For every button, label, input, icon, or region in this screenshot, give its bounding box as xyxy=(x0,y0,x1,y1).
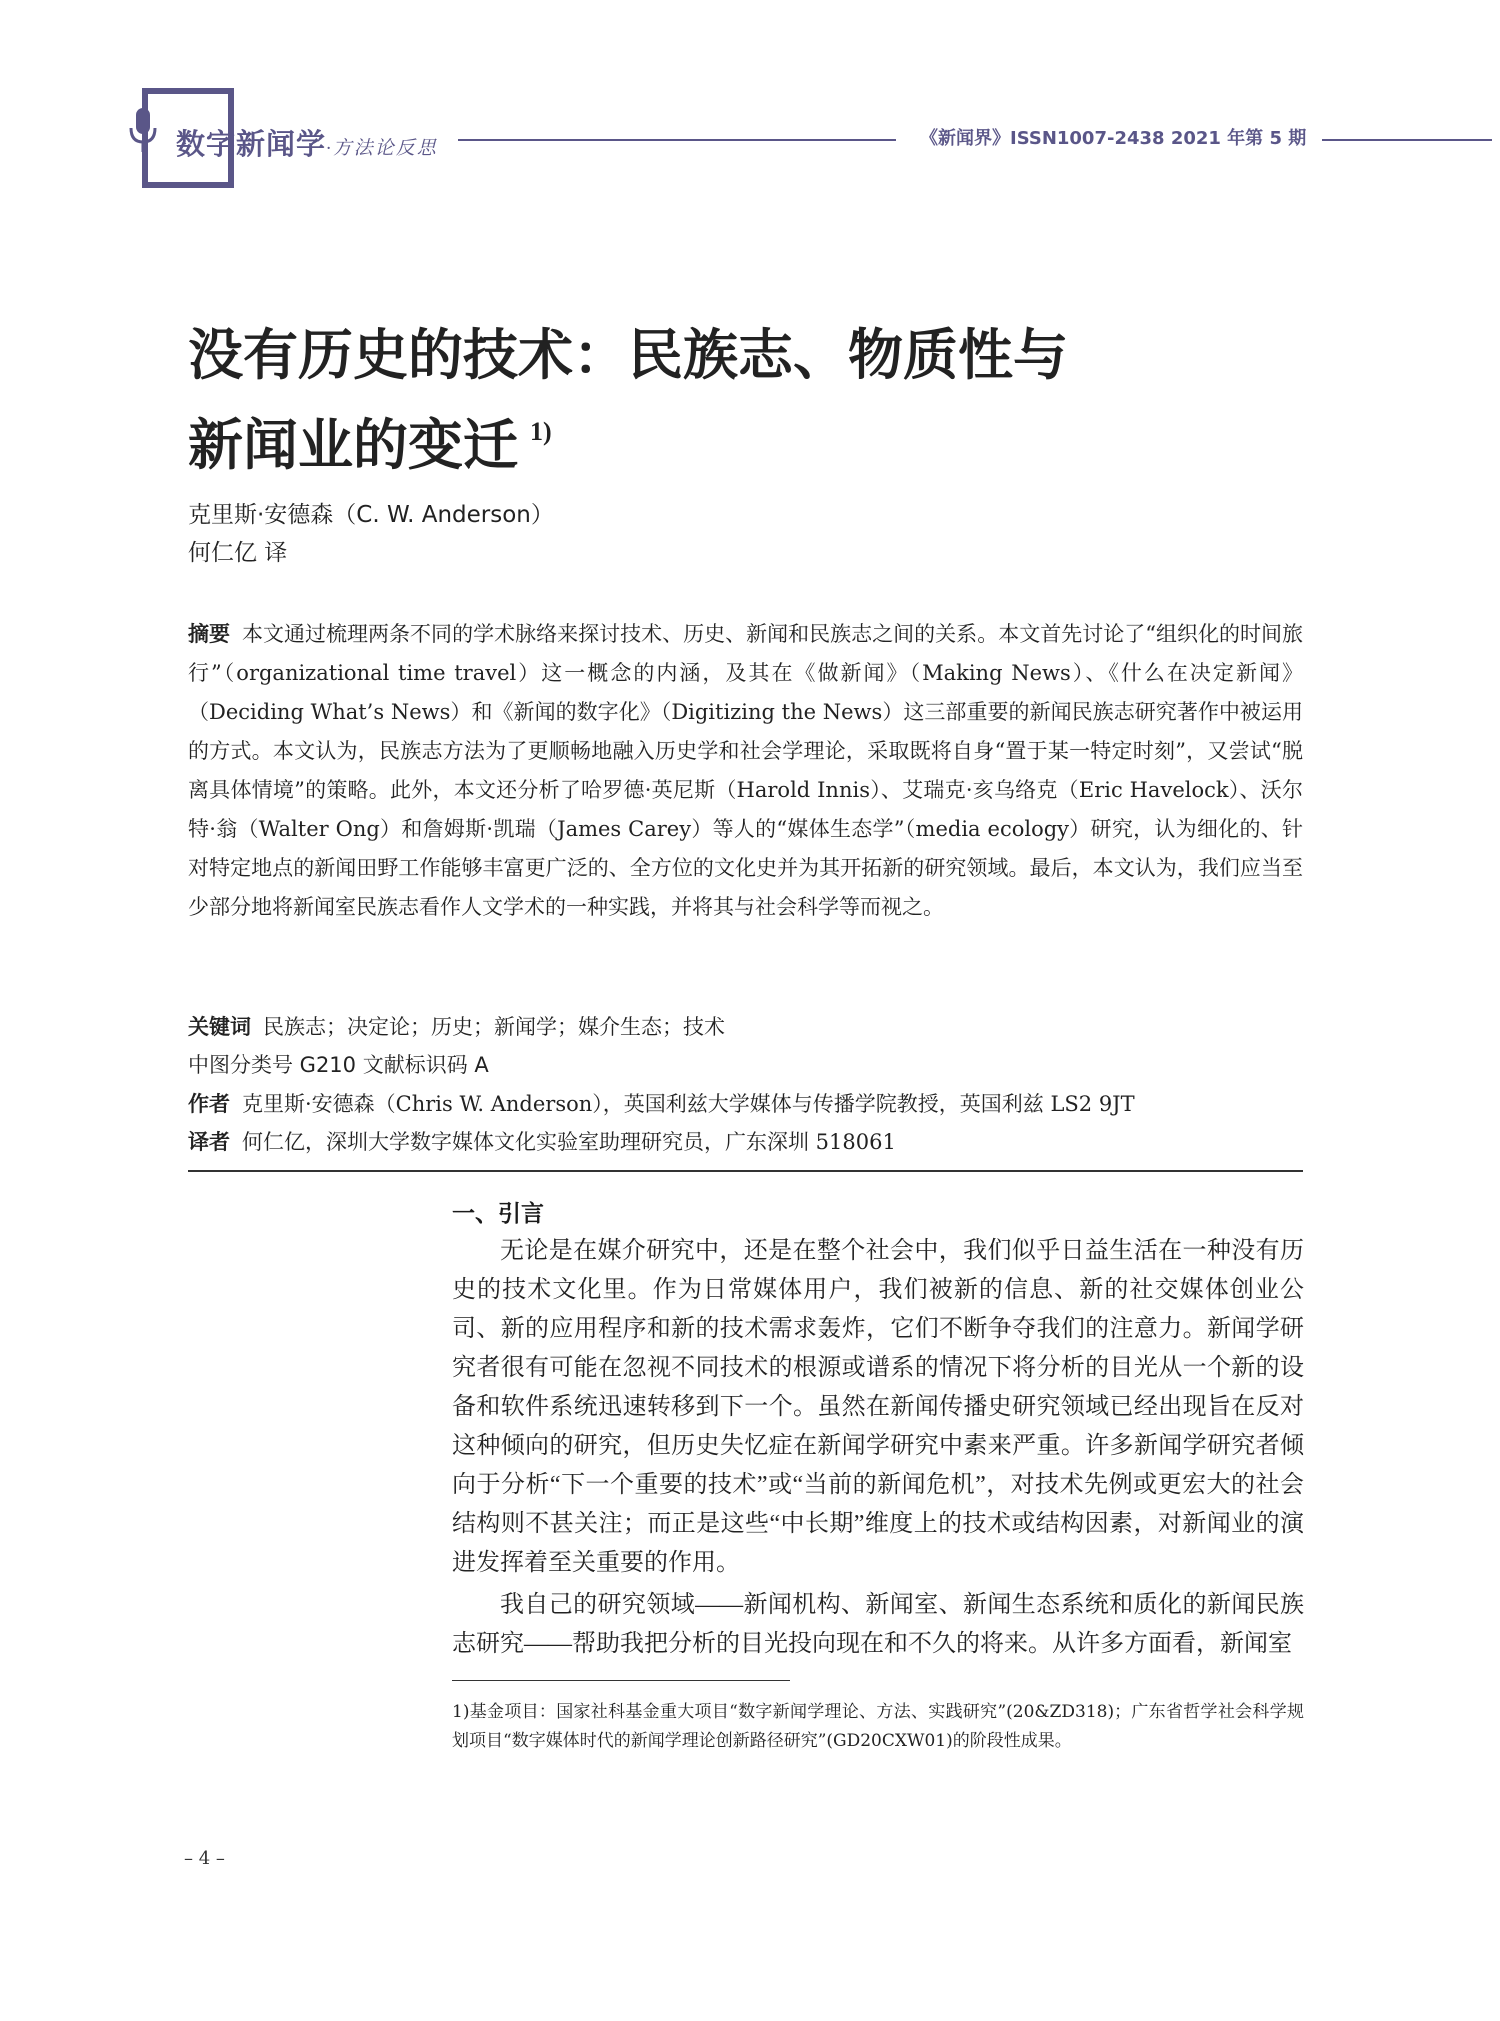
byline xyxy=(188,496,554,572)
body-text xyxy=(452,1232,1304,1667)
section-heading: 一、引言 xyxy=(452,1201,544,1227)
abstract-divider xyxy=(188,1170,1303,1172)
microphone-icon xyxy=(128,106,158,154)
keywords xyxy=(188,1008,1303,1047)
translator-info-label: 译者 xyxy=(188,1130,230,1154)
author-name: 克里斯·安德森（C. W. Anderson） xyxy=(188,502,554,528)
author-info-label: 作者 xyxy=(188,1092,230,1116)
article-title xyxy=(188,318,1288,484)
section-header xyxy=(176,122,438,163)
paragraph: 我自己的研究领域——新闻机构、新闻室、新闻生态系统和质化的新闻民族志研究——帮助我把分析的目光投向现在和不久的将来。从许多方面看，新闻室 xyxy=(452,1592,1304,1657)
paragraph: 无论是在媒介研究中，还是在整个社会中，我们似乎日益生活在一种没有历史的技术文化里。作为日常媒体用户，我们被新的信息、新的社交媒体创业公司、新的应用程序和新的技术需求轰炸，它们不断争夺我们的注意力。新闻学研究者很有可能在忽视不同技术的根源或谱系的情况下将分析的目光从一个新的设备和软件系统迅速转移到下一个。虽然在新闻传播史研究领域已经出现旨在反对这种倾向的研究，但历史失忆症在新闻学研究中素来严重。许多新闻学研究者倾向于分析“下一个重要的技术”或“当前的新闻危机”，对技术先例或更宏大的社会结构则不甚关注；而正是这些“中长期”维度上的技术或结构因素，对新闻业的演进发挥着至关重要的作用。 xyxy=(452,1238,1304,1576)
abstract xyxy=(188,615,1303,927)
title-line-2: 新闻业的变迁 xyxy=(188,415,519,476)
translator-info-text: 何仁亿，深圳大学数字媒体文化实验室助理研究员，广东深圳 518061 xyxy=(242,1130,896,1154)
classification: 中图分类号 G210 文献标识码 A xyxy=(188,1053,489,1077)
section-title: 数字新闻学 xyxy=(176,129,327,161)
title-footnote-marker[interactable]: 1) xyxy=(530,417,552,446)
header-divider-right xyxy=(1322,139,1492,141)
page-number: – 4 – xyxy=(184,1848,225,1869)
keywords-label: 关键词 xyxy=(188,1015,251,1039)
translator-name: 何仁亿 译 xyxy=(188,540,288,566)
footnote-divider xyxy=(452,1680,790,1681)
header-divider-left xyxy=(458,139,896,141)
title-line-1: 没有历史的技术：民族志、物质性与 xyxy=(188,325,1069,386)
translator-info xyxy=(188,1123,1303,1162)
abstract-text: 本文通过梳理两条不同的学术脉络来探讨技术、历史、新闻和民族志之间的关系。本文首先讨论了“组织化的时间旅行”（organizational time travel）这一概念的内涵，及其在《做新闻》（Making News）、《什么在决定新闻》（Deciding What’s News）和《新闻的数字化》（Digitizing the News）这三部重要的新闻民族志研究著作中被运用的方式。本文认为，民族志方法为了更顺畅地融入历史学和社会学理论，采取既将自身“置于某一特定时刻”，又尝试“脱离具体情境”的策略。此外，本文还分析了哈罗德·英尼斯（Harold Innis）、艾瑞克·亥乌络克（Eric Havelock）、沃尔特·翁（Walter Ong）和詹姆斯·凯瑞（James Carey）等人的“媒体生态学”（media ecology）研究，认为细化的、针对特定地点的新闻田野工作能够丰富更广泛的、全方位的文化史并为其开拓新的研究领域。最后，本文认为，我们应当至少部分地将新闻室民族志看作人文学术的一种实践，并将其与社会科学等而视之。 xyxy=(188,622,1304,919)
author-info xyxy=(188,1085,1303,1124)
author-info-text: 克里斯·安德森（Chris W. Anderson），英国利兹大学媒体与传播学院教授，英国利兹 LS2 9JT xyxy=(242,1092,1135,1116)
abstract-label: 摘要 xyxy=(188,622,231,646)
keywords-text: 民族志；决定论；历史；新闻学；媒介生态；技术 xyxy=(263,1015,725,1039)
journal-info: 《新闻界》ISSN1007-2438 2021 年第 5 期 xyxy=(920,128,1307,149)
section-subtitle: ·方法论反思 xyxy=(326,138,438,159)
footnote: 1)基金项目：国家社科基金重大项目“数字新闻学理论、方法、实践研究”(20&ZD318)；广东省哲学社会科学规划项目“数字媒体时代的新闻学理论创新路径研究”(GD20CXW01)的阶段性成果。 xyxy=(452,1702,1304,1751)
